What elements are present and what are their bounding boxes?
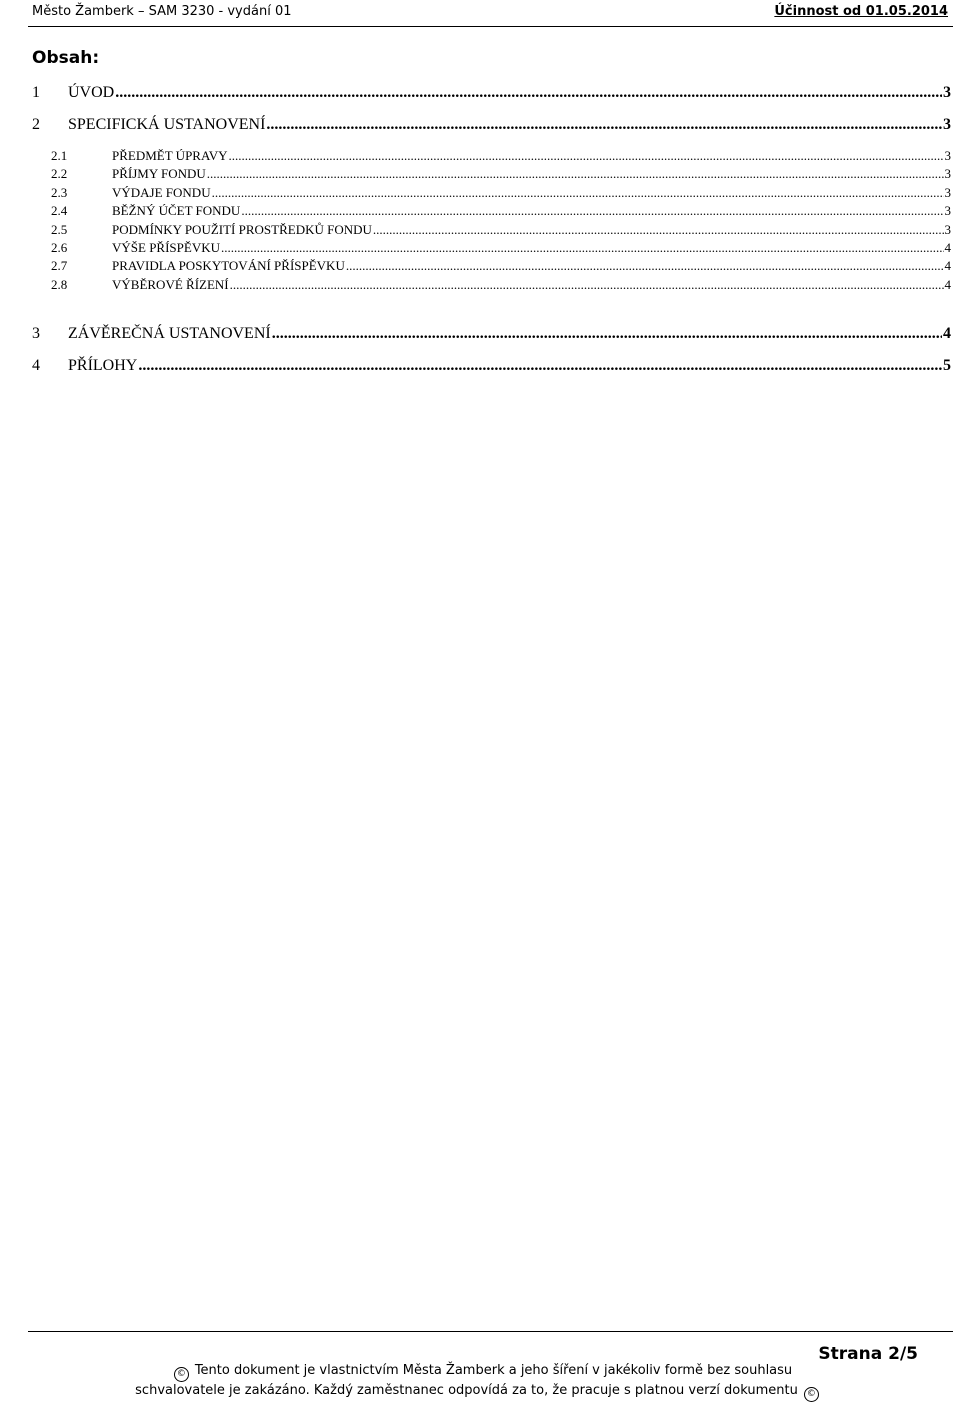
toc-entry[interactable] xyxy=(51,222,951,238)
toc-entry-title: PRAVIDLA POSKYTOVÁNÍ PŘÍSPĚVKU xyxy=(112,258,345,273)
ownership-notice-line1 xyxy=(100,1362,860,1382)
toc-dot-leader xyxy=(228,148,943,164)
toc-entry-title: VÝBĚROVÉ ŘÍZENÍ xyxy=(112,277,229,292)
document-identifier: Město Žamberk – SAM 3230 - vydání 01 xyxy=(32,4,292,19)
toc-entry[interactable] xyxy=(51,148,951,164)
page-header xyxy=(32,4,948,26)
toc-entry[interactable] xyxy=(51,166,951,182)
toc-entry[interactable] xyxy=(51,258,951,274)
toc-entry[interactable] xyxy=(32,116,951,134)
toc-dot-leader xyxy=(272,325,942,343)
toc-entry-title: PŘÍJMY FONDU xyxy=(112,166,206,181)
footer-divider xyxy=(28,1331,953,1332)
effective-date: Účinnost od 01.05.2014 xyxy=(774,4,948,19)
toc-entry-page: 4 xyxy=(944,240,951,255)
ownership-notice xyxy=(100,1362,860,1402)
toc-entry-title: BĚŽNÝ ÚČET FONDU xyxy=(112,203,241,218)
toc-entry-page: 5 xyxy=(943,357,951,374)
toc-dot-leader xyxy=(346,258,944,274)
copyright-icon: © xyxy=(174,1367,189,1382)
toc-entry-title: ZÁVĚREČNÁ USTANOVENÍ xyxy=(68,325,271,342)
toc-entry-page: 4 xyxy=(944,258,951,273)
toc-title: Obsah: xyxy=(32,48,100,68)
toc-entry-number: 2.5 xyxy=(51,222,68,237)
toc-entry[interactable] xyxy=(32,357,951,375)
toc-entry[interactable] xyxy=(51,203,951,219)
toc-entry-title: PŘEDMĚT ÚPRAVY xyxy=(112,148,228,163)
notice-text-2: schvalovatele je zakázáno. Každý zaměstnanec odpovídá za to, že pracuje s platnou verzí dokumentu xyxy=(135,1383,798,1398)
toc-dot-leader xyxy=(373,222,944,238)
toc-entry-page: 3 xyxy=(944,203,951,218)
toc-entry-title: SPECIFICKÁ USTANOVENÍ xyxy=(68,116,266,133)
ownership-notice-line2 xyxy=(100,1382,860,1402)
toc-dot-leader xyxy=(221,240,944,256)
page-number: Strana 2/5 xyxy=(818,1344,918,1364)
toc-dot-leader xyxy=(138,357,942,375)
toc-entry-page: 3 xyxy=(944,222,951,237)
toc-entry-page: 3 xyxy=(944,148,951,163)
toc-entry-number: 2.2 xyxy=(51,166,68,181)
toc-entry-page: 3 xyxy=(944,185,951,200)
toc-entry-number: 3 xyxy=(32,325,40,342)
toc-entry-page: 4 xyxy=(943,325,951,342)
toc-entry-title: VÝŠE PŘÍSPĚVKU xyxy=(112,240,220,255)
toc-entry-number: 2.8 xyxy=(51,277,68,292)
toc-entry[interactable] xyxy=(51,240,951,256)
toc-dot-leader xyxy=(212,185,944,201)
toc-entry-title: ÚVOD xyxy=(68,84,115,101)
toc-entry-number: 4 xyxy=(32,357,40,374)
toc-entry-number: 2 xyxy=(32,116,40,133)
toc-entry-title: PODMÍNKY POUŽITÍ PROSTŘEDKŮ FONDU xyxy=(112,222,372,237)
toc-entry[interactable] xyxy=(32,325,951,343)
notice-text-1: Tento dokument je vlastnictvím Města Žamberk a jeho šíření v jakékoliv formě bez souhlasu xyxy=(194,1363,793,1378)
toc-entry-number: 1 xyxy=(32,84,40,101)
toc-entry-number: 2.7 xyxy=(51,258,68,273)
toc-entry-page: 3 xyxy=(943,84,951,101)
toc-entry-number: 2.6 xyxy=(51,240,68,255)
toc-dot-leader xyxy=(241,203,943,219)
header-divider xyxy=(28,26,953,27)
toc-entry-page: 3 xyxy=(944,166,951,181)
toc-dot-leader xyxy=(115,84,942,102)
toc-entry-title: VÝDAJE FONDU xyxy=(112,185,211,200)
toc-entry[interactable] xyxy=(51,277,951,293)
toc-entry-page: 3 xyxy=(943,116,951,133)
toc-entry-page: 4 xyxy=(944,277,951,292)
toc-entry-number: 2.3 xyxy=(51,185,68,200)
toc-dot-leader xyxy=(207,166,944,182)
toc-entry-number: 2.4 xyxy=(51,203,68,218)
toc-entry-number: 2.1 xyxy=(51,148,68,163)
toc-entry-title: PŘÍLOHY xyxy=(68,357,138,374)
toc-entry[interactable] xyxy=(32,84,951,102)
toc-dot-leader xyxy=(266,116,942,134)
toc-entry[interactable] xyxy=(51,185,951,201)
copyright-icon: © xyxy=(804,1387,819,1402)
toc-dot-leader xyxy=(230,277,944,293)
